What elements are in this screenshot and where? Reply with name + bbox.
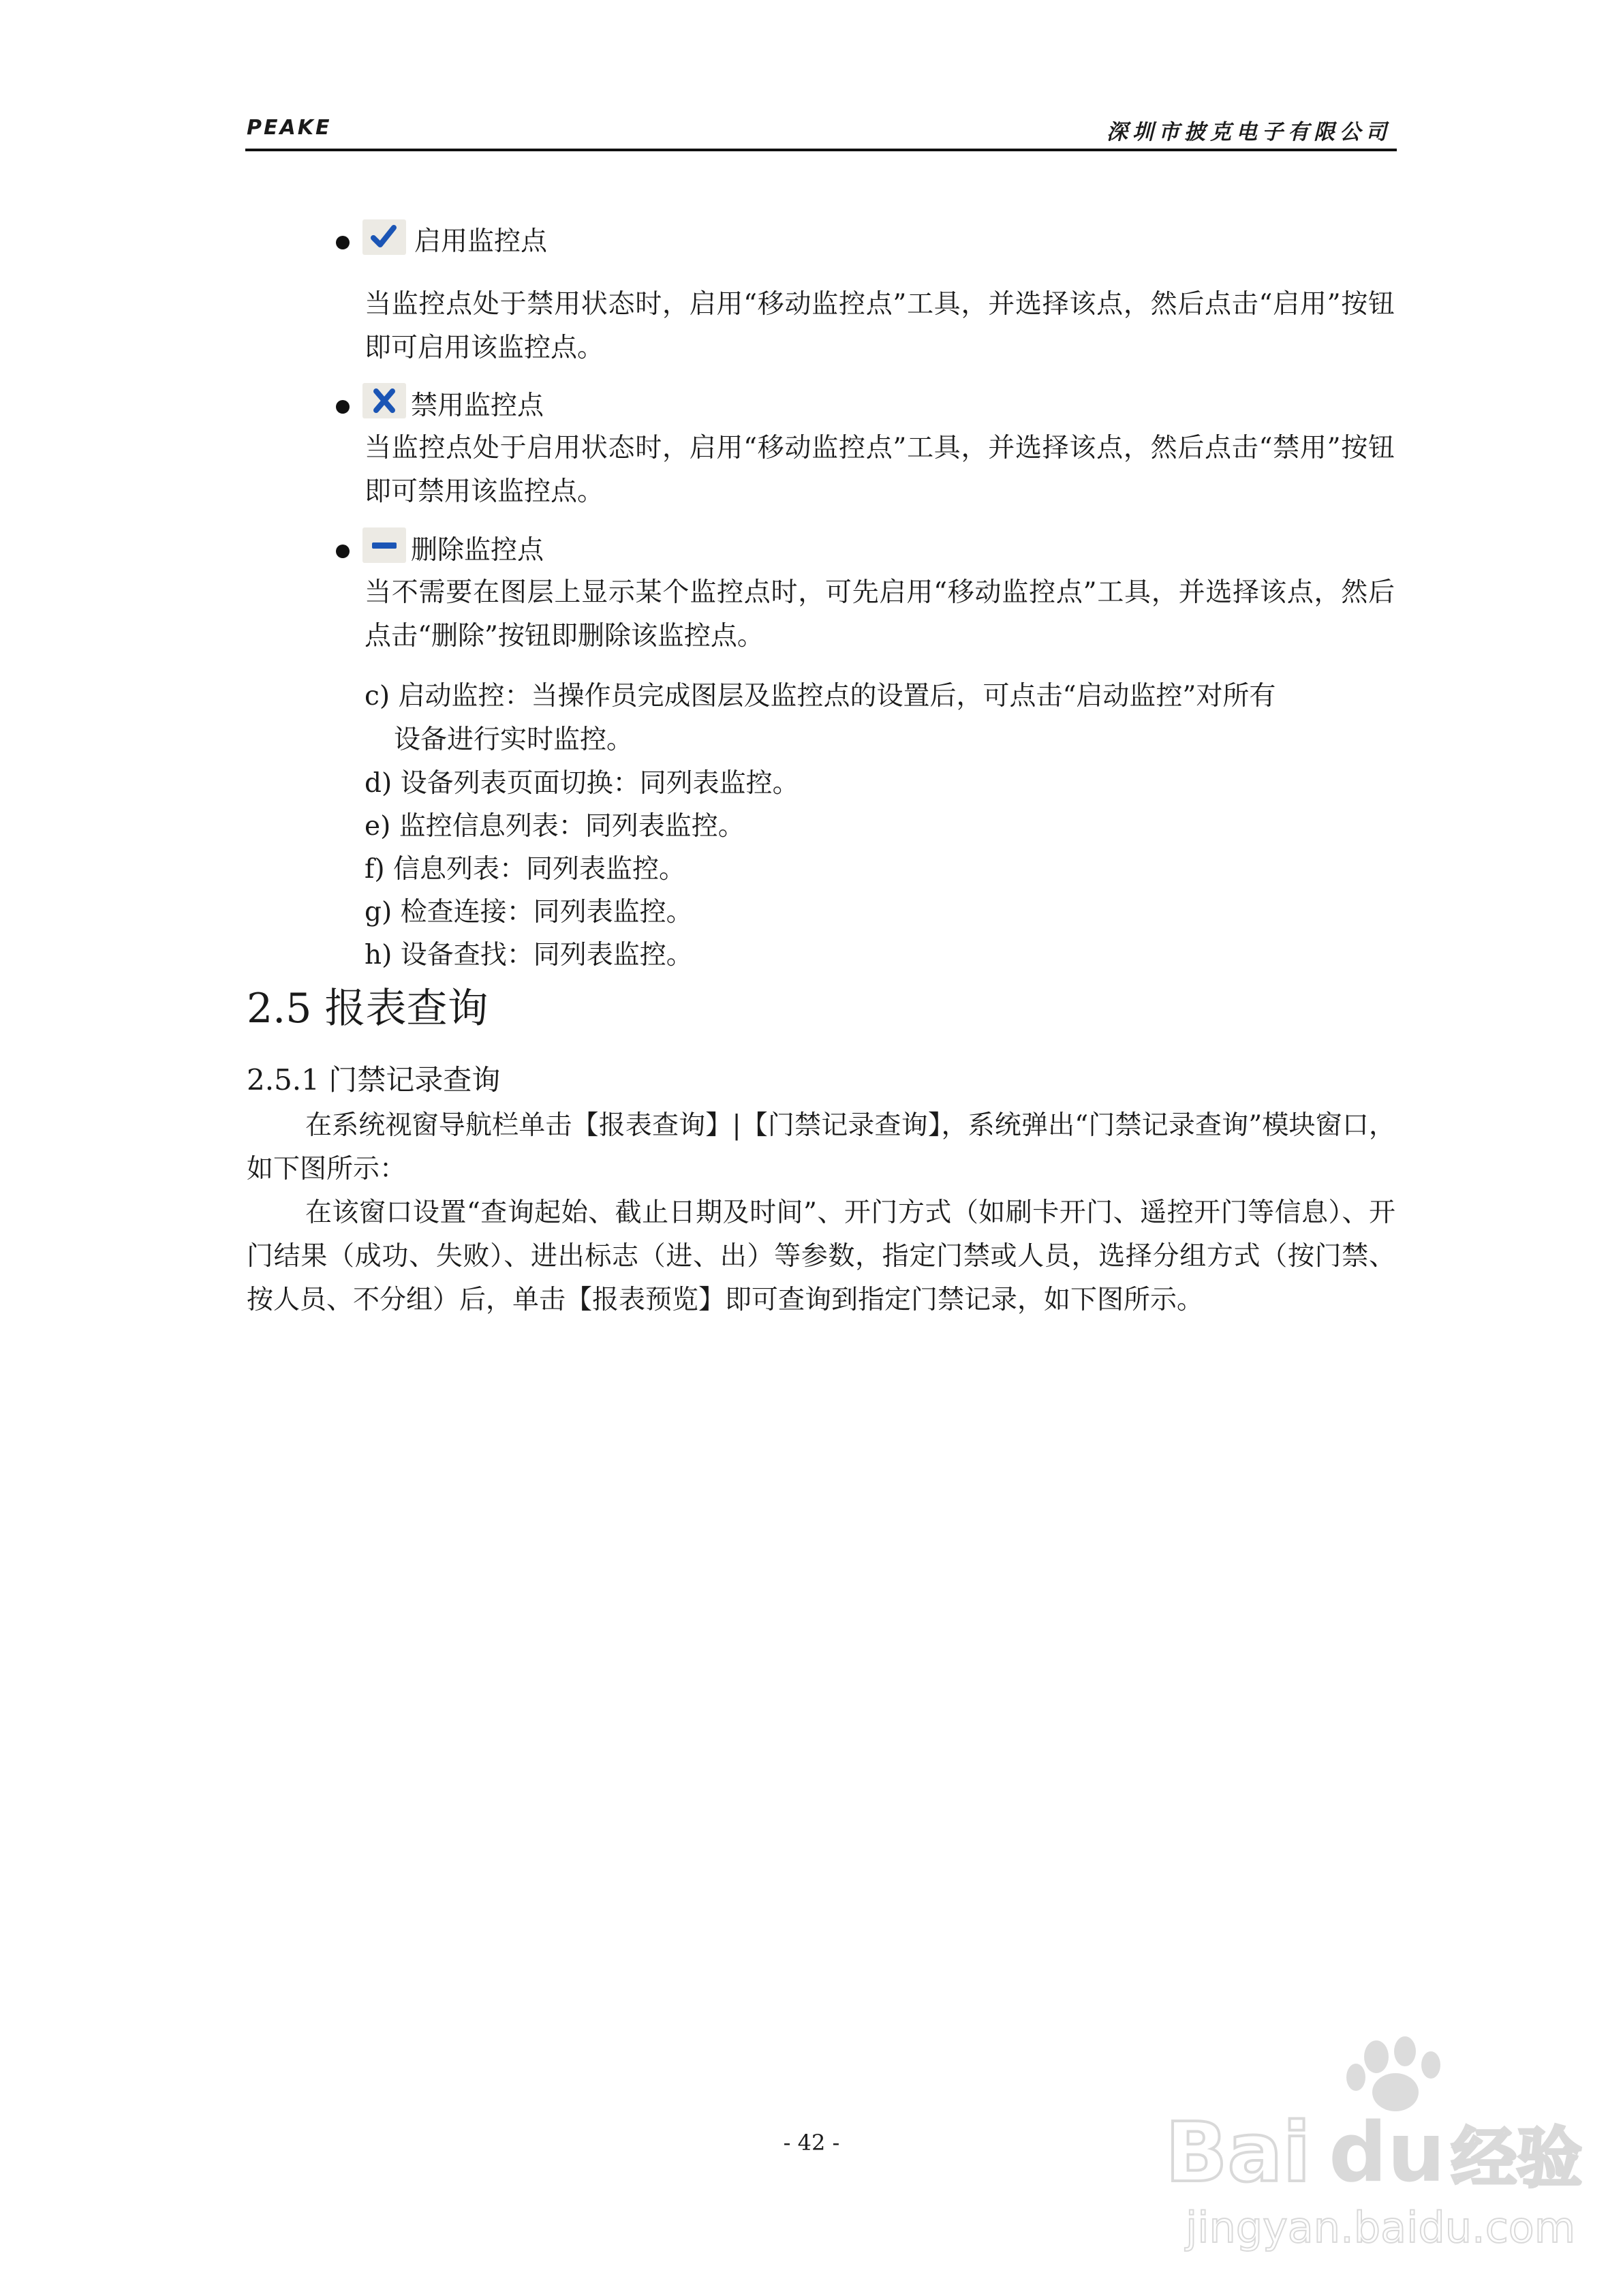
- list-item-d: d) 设备列表页面切换：同列表监控。: [365, 768, 799, 799]
- svg-text:du: du: [1329, 2106, 1446, 2201]
- minus-icon: [362, 527, 406, 563]
- paragraph-1: 在系统视窗导航栏单击【报表查询】|【门禁记录查询】，系统弹出“门禁记录查询”模块窗口，如下图所示：: [247, 1110, 1395, 1184]
- bullet-title-enable: 启用监控点: [414, 226, 548, 257]
- list-item-e: e) 监控信息列表：同列表监控。: [365, 811, 745, 842]
- svg-text:Bai: Bai: [1165, 2106, 1311, 2201]
- list-item-g: g) 检查连接：同列表监控。: [365, 897, 693, 928]
- svg-text:jingyan.baidu.com: jingyan.baidu.com: [1186, 2203, 1576, 2252]
- header-company: 深圳市披克电子有限公司: [1107, 120, 1391, 144]
- bullet-desc-disable: 当监控点处于启用状态时，启用“移动监控点”工具，并选择该点，然后点击“禁用”按钮即可禁用该监控点。: [365, 433, 1395, 507]
- subsection-heading: 2.5.1 门禁记录查询: [247, 1063, 501, 1097]
- list-item-f: f) 信息列表：同列表监控。: [365, 854, 686, 885]
- paragraph-2: 在该窗口设置“查询起始、截止日期及时间”、开门方式（如刷卡开门、遥控开门等信息）、开门结果（成功、失败）、进出标志（进、出）等参数，指定门禁或人员，选择分组方式（按门禁、按人员、不分组）后，单击【报表预览】即可查询到指定门禁记录，如下图所示。: [247, 1197, 1395, 1315]
- bullet-title-delete: 删除监控点: [411, 535, 544, 566]
- section-heading: 2.5 报表查询: [247, 985, 489, 1032]
- header-brand: PEAKE: [247, 116, 332, 140]
- baidu-jingyan-watermark: [1158, 2024, 1594, 2263]
- bullet-desc-enable: 当监控点处于禁用状态时，启用“移动监控点”工具，并选择该点，然后点击“启用”按钮即可启用该监控点。: [365, 289, 1395, 363]
- svg-text:经验: 经验: [1451, 2120, 1582, 2196]
- x-icon: [362, 383, 406, 418]
- list-item-c-cont: 设备进行实时监控。: [394, 724, 634, 755]
- bullet-dot: [336, 400, 350, 414]
- bullet-title-disable: 禁用监控点: [411, 391, 544, 421]
- list-item-h: h) 设备查找：同列表监控。: [365, 940, 693, 970]
- check-icon: [362, 219, 406, 255]
- bullet-dot: [336, 236, 350, 249]
- header-rule: [245, 149, 1397, 151]
- bullet-dot: [336, 545, 350, 558]
- bullet-desc-delete: 当不需要在图层上显示某个监控点时，可先启用“移动监控点”工具，并选择该点，然后点击“删除”按钮即删除该监控点。: [365, 577, 1395, 652]
- list-item-c: c) 启动监控：当操作员完成图层及监控点的设置后，可点击“启动监控”对所有: [365, 681, 1276, 711]
- page-number: - 42 -: [783, 2130, 840, 2156]
